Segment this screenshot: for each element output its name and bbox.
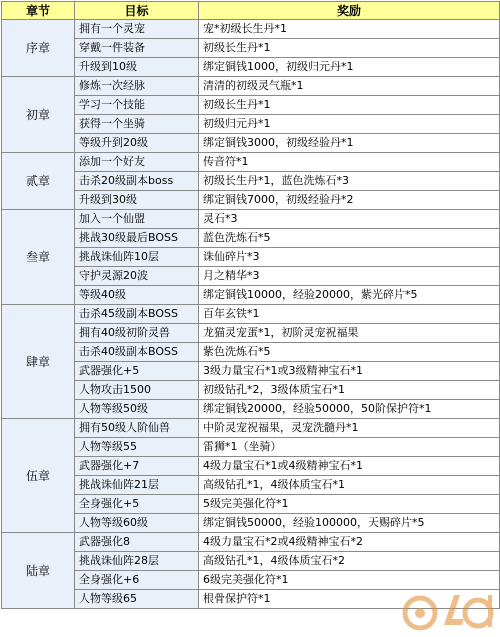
chapter-cell: 肆章 bbox=[2, 305, 75, 419]
table-row bbox=[2, 438, 500, 457]
goal-cell: 加入一个仙盟 bbox=[75, 210, 199, 229]
reward-cell: 雷狮*1（坐骑） bbox=[199, 438, 500, 457]
reward-cell: 绑定铜钱3000，初级经验丹*1 bbox=[199, 134, 500, 153]
goal-cell: 拥有50级人阶仙兽 bbox=[75, 419, 199, 438]
table-row bbox=[2, 286, 500, 305]
table-row bbox=[2, 324, 500, 343]
reward-cell: 6级完美强化符*1 bbox=[199, 571, 500, 590]
chapter-cell: 陆章 bbox=[2, 533, 75, 609]
goal-cell: 武器强化8 bbox=[75, 533, 199, 552]
goal-cell: 升级到10级 bbox=[75, 58, 199, 77]
table-row bbox=[2, 381, 500, 400]
reward-cell: 清清的初级灵气瓶*1 bbox=[199, 77, 500, 96]
table-row bbox=[2, 20, 500, 39]
goal-cell: 升级到30级 bbox=[75, 191, 199, 210]
table-row bbox=[2, 457, 500, 476]
goal-cell: 穿戴一件装备 bbox=[75, 39, 199, 58]
header-row bbox=[2, 2, 500, 20]
reward-cell: 绑定铜钱1000，初级归元丹*1 bbox=[199, 58, 500, 77]
chapter-cell: 贰章 bbox=[2, 153, 75, 210]
chapter-cell: 伍章 bbox=[2, 419, 75, 533]
reward-cell: 诛仙碎片*3 bbox=[199, 248, 500, 267]
table-row bbox=[2, 533, 500, 552]
table-row bbox=[2, 134, 500, 153]
goal-cell: 等级升到20级 bbox=[75, 134, 199, 153]
goal-cell: 人物等级50级 bbox=[75, 400, 199, 419]
goal-cell: 人物等级55 bbox=[75, 438, 199, 457]
reward-cell: 绑定铜钱20000，经验50000，50阶保护符*1 bbox=[199, 400, 500, 419]
quest-reward-table bbox=[1, 1, 500, 609]
table-row bbox=[2, 476, 500, 495]
table-row bbox=[2, 153, 500, 172]
reward-cell: 初级长生丹*1 bbox=[199, 96, 500, 115]
goal-cell: 击杀20级副本boss bbox=[75, 172, 199, 191]
reward-cell: 宠*初级长生丹*1 bbox=[199, 20, 500, 39]
table-row bbox=[2, 77, 500, 96]
goal-cell: 人物等级60级 bbox=[75, 514, 199, 533]
reward-cell: 紫色洗炼石*5 bbox=[199, 343, 500, 362]
reward-cell: 高级钻孔*1，4级体质宝石*1 bbox=[199, 476, 500, 495]
table-row bbox=[2, 115, 500, 134]
reward-cell: 初级长生丹*1，蓝色洗炼石*3 bbox=[199, 172, 500, 191]
table-row bbox=[2, 229, 500, 248]
goal-cell: 全身强化+5 bbox=[75, 495, 199, 514]
table-row bbox=[2, 552, 500, 571]
goal-cell: 全身强化+6 bbox=[75, 571, 199, 590]
reward-cell: 蓝色洗炼石*5 bbox=[199, 229, 500, 248]
reward-cell: 根骨保护符*1 bbox=[199, 590, 500, 609]
goal-cell: 挑战诛仙阵28层 bbox=[75, 552, 199, 571]
goal-cell: 武器强化+7 bbox=[75, 457, 199, 476]
reward-cell: 灵石*3 bbox=[199, 210, 500, 229]
table-body bbox=[2, 20, 500, 609]
reward-cell: 百年玄铁*1 bbox=[199, 305, 500, 324]
reward-cell: 初级钻孔*2，3级体质宝石*1 bbox=[199, 381, 500, 400]
goal-cell: 等级40级 bbox=[75, 286, 199, 305]
chapter-cell: 初章 bbox=[2, 77, 75, 153]
reward-cell: 3级力量宝石*1或3级精神宝石*1 bbox=[199, 362, 500, 381]
goal-cell: 修炼一次经脉 bbox=[75, 77, 199, 96]
reward-cell: 5级完美强化符*1 bbox=[199, 495, 500, 514]
reward-cell: 初级归元丹*1 bbox=[199, 115, 500, 134]
goal-cell: 击杀40级副本BOSS bbox=[75, 343, 199, 362]
table-row bbox=[2, 191, 500, 210]
header-reward: 奖励 bbox=[199, 2, 500, 20]
table-row bbox=[2, 514, 500, 533]
header-chapter: 章节 bbox=[2, 2, 75, 20]
reward-cell: 高级钻孔*1，4级体质宝石*2 bbox=[199, 552, 500, 571]
site-logo-watermark-icon bbox=[402, 587, 494, 633]
table-row bbox=[2, 267, 500, 286]
table-row bbox=[2, 172, 500, 191]
table-row bbox=[2, 305, 500, 324]
table-row bbox=[2, 419, 500, 438]
reward-cell: 绑定铜钱50000，经验100000，天赐碎片*5 bbox=[199, 514, 500, 533]
table-row bbox=[2, 495, 500, 514]
reward-cell: 4级力量宝石*2或4级精神宝石*2 bbox=[199, 533, 500, 552]
table-row bbox=[2, 248, 500, 267]
table-row bbox=[2, 343, 500, 362]
goal-cell: 人物攻击1500 bbox=[75, 381, 199, 400]
table-row bbox=[2, 96, 500, 115]
chapter-cell: 叁章 bbox=[2, 210, 75, 305]
goal-cell: 学习一个技能 bbox=[75, 96, 199, 115]
goal-cell: 挑战诛仙阵10层 bbox=[75, 248, 199, 267]
goal-cell: 人物等级65 bbox=[75, 590, 199, 609]
goal-cell: 武器强化+5 bbox=[75, 362, 199, 381]
reward-cell: 4级力量宝石*1或4级精神宝石*1 bbox=[199, 457, 500, 476]
reward-cell: 龙猫灵宠蛋*1，初阶灵宠祝福果 bbox=[199, 324, 500, 343]
reward-cell: 初级长生丹*1 bbox=[199, 39, 500, 58]
reward-cell: 中阶灵宠祝福果，灵宠洗髓丹*1 bbox=[199, 419, 500, 438]
table-row bbox=[2, 362, 500, 381]
goal-cell: 挑战30级最后BOSS bbox=[75, 229, 199, 248]
table-row bbox=[2, 400, 500, 419]
reward-cell: 绑定铜钱10000，经验20000，紫光碎片*5 bbox=[199, 286, 500, 305]
goal-cell: 添加一个好友 bbox=[75, 153, 199, 172]
goal-cell: 守护灵源20波 bbox=[75, 267, 199, 286]
reward-cell: 月之精华*3 bbox=[199, 267, 500, 286]
table-row bbox=[2, 210, 500, 229]
goal-cell: 获得一个坐骑 bbox=[75, 115, 199, 134]
goal-cell: 挑战诛仙阵21层 bbox=[75, 476, 199, 495]
reward-cell: 传音符*1 bbox=[199, 153, 500, 172]
header-goal: 目标 bbox=[75, 2, 199, 20]
reward-cell: 绑定铜钱7000，初级经验丹*2 bbox=[199, 191, 500, 210]
goal-cell: 拥有40级初阶灵兽 bbox=[75, 324, 199, 343]
table-row bbox=[2, 39, 500, 58]
goal-cell: 击杀45级副本BOSS bbox=[75, 305, 199, 324]
chapter-cell: 序章 bbox=[2, 20, 75, 77]
goal-cell: 拥有一个灵宠 bbox=[75, 20, 199, 39]
table-row bbox=[2, 58, 500, 77]
